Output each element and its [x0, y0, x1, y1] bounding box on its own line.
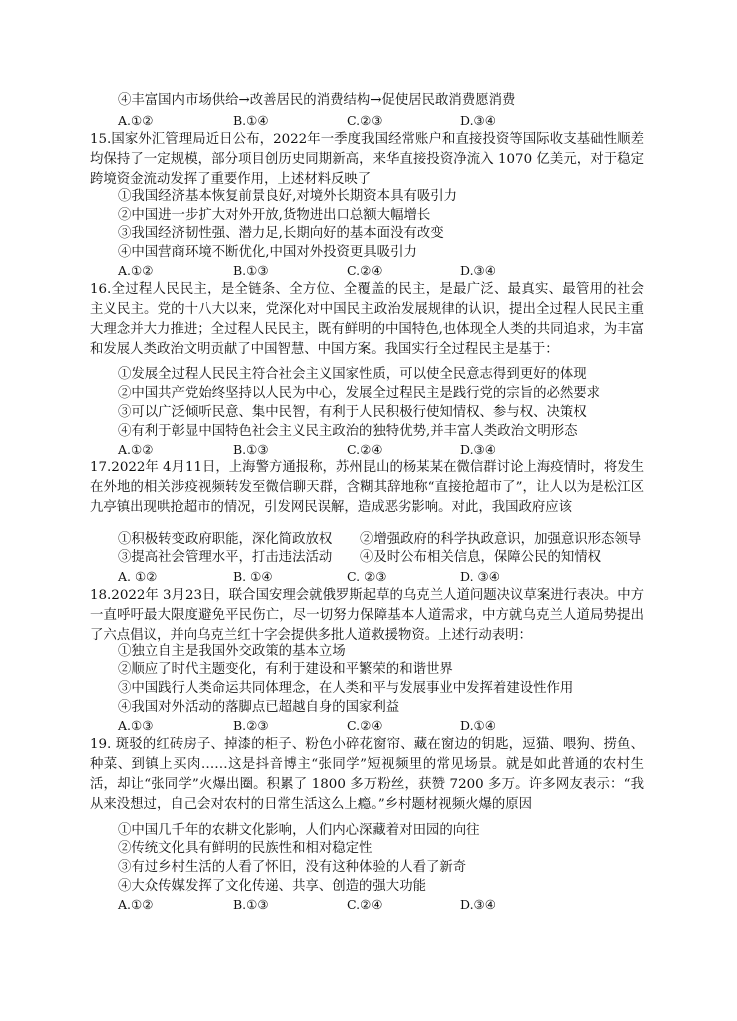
q17-item-4: ④及时公布相关信息，保障公民的知情权 — [360, 550, 602, 565]
option-c: C.②③ — [347, 113, 383, 128]
q19-item-1: ①中国几千年的农耕文化影响，人们内心深藏着对田园的向往 — [118, 823, 480, 838]
q19-item-3: ③有过乡村生活的人看了怀旧，没有这种体验的人看了新奇 — [118, 860, 467, 875]
q16-item-2: ②中国共产党始终坚持以人民为中心，发展全过程民主是践行党的宗旨的必然要求 — [118, 386, 601, 401]
q15-item-4: ④中国营商环境不断优化,中国对外投资更具吸引力 — [118, 245, 417, 260]
q16-item-1: ①发展全过程人民民主符合社会主义国家性质，可以使全民意志得到更好的体现 — [118, 367, 587, 382]
option-d: D.③④ — [460, 897, 496, 912]
q18-item-2: ②顺应了时代主题变化，有利于建设和平繁荣的和谐世界 — [118, 662, 453, 677]
option-c: C.②④ — [347, 718, 383, 733]
q15-item-1: ①我国经济基本恢复前景良好,对境外长期资本具有吸引力 — [118, 189, 458, 204]
option-c: C.②④ — [347, 263, 383, 278]
option-a: A.①② — [118, 263, 154, 278]
q18-stem: 18.2022年 3月23日，联合国安理会就俄罗斯起草的乌克兰人道问题决议草案进行表决。中方一直呼吁最大限度避免平民伤亡，尽一切努力保障基本人道需求，中方就乌克兰人道局势提出了六点倡议，并向乌克兰红十字会提供多批人道救援物资。上述行动表明： — [90, 588, 644, 643]
q19-stem: 19. 斑驳的红砖房子、掉漆的柜子、粉色小碎花窗帘、藏在窗边的钥匙，逗猫、喂狗、捞鱼、种菜、到镇上买肉……这是抖音博主“张同学”短视频里的常见场景。就是如此普通的农村生活，却让“张同学”火爆出圈。积累了 1800 多万粉丝，获赞 7200 多万。许多网友表示：“我从来没想过，自己会对农村的日常生活这么上瘾。”乡村题材视频火爆的原因 — [90, 737, 644, 812]
q18-item-3: ③中国践行人类命运共同体理念，在人类和平与发展事业中发挥着建设性作用 — [118, 681, 574, 696]
option-c: C.②④ — [347, 442, 383, 457]
option-a: A. ①② — [118, 569, 158, 584]
q16-stem: 16.全过程人民民主，是全链条、全方位、全覆盖的民主，是最广泛、最真实、最管用的社会主义民主。党的十八大以来，党深化对中国民主政治发展规律的认识，提出全过程人民民主重大理念并大力推进；全过程人民民主，既有鲜明的中国特色,也体现全人类的共同追求，为丰富和发展人类政治文明贡献了中国智慧、中国方案。我国实行全过程民主是基于： — [90, 282, 644, 357]
option-b: B.①③ — [233, 897, 269, 912]
option-b: B.①④ — [233, 113, 269, 128]
option-c: C.②④ — [347, 897, 383, 912]
q15-stem: 15.国家外汇管理局近日公布，2022年一季度我国经常账户和直接投资等国际收支基础性顺差均保持了一定规模，部分项目创历史同期新高，来华直接投资净流入 1070 亿美元，对于稳定跨境资金流动发挥了重要作用，上述材料反映了 — [90, 132, 644, 187]
option-d: D.③④ — [460, 442, 496, 457]
q15-item-3: ③我国经济韧性强、潜力足,长期向好的基本面没有改变 — [118, 226, 444, 241]
option-a: A.①③ — [118, 718, 154, 733]
q18-item-1: ①独立自主是我国外交政策的基本立场 — [118, 644, 346, 659]
q17-item-3: ③提高社会管理水平，打击违法活动 — [118, 550, 333, 565]
q18-options — [118, 718, 538, 736]
options-prev — [118, 113, 538, 131]
option-a: A.①② — [118, 897, 154, 912]
option-a: A.①② — [118, 113, 154, 128]
q16-item-3: ③可以广泛倾听民意、集中民智，有利于人民积极行使知情权、参与权、决策权 — [118, 405, 587, 420]
option-b: B.①③ — [233, 263, 269, 278]
option-a: A.①② — [118, 442, 154, 457]
q18-item-4: ④我国对外活动的落脚点已超越自身的国家利益 — [118, 700, 400, 715]
option-d: D.①④ — [460, 718, 496, 733]
option-c: C. ②③ — [347, 569, 387, 584]
option-b: B. ①④ — [233, 569, 273, 584]
q17-item-2: ②增强政府的科学执政意识，加强意识形态领导 — [360, 532, 642, 547]
option-d: D.③④ — [460, 113, 496, 128]
q19-item-2: ②传统文化具有鲜明的民族性和相对稳定性 — [118, 841, 373, 856]
q17-options — [118, 569, 538, 587]
option-b: B.①③ — [233, 442, 269, 457]
q16-item-4: ④有利于彰显中国特色社会主义民主政治的独特优势,并丰富人类政治文明形态 — [118, 424, 578, 439]
option-d: D.③④ — [460, 263, 496, 278]
item-prev-4: ④丰富国内市场供给→改善居民的消费结构→促使居民敢消费愿消费 — [118, 93, 516, 108]
q19-item-4: ④大众传媒发挥了文化传递、共享、创造的强大功能 — [118, 879, 426, 894]
q19-options — [118, 897, 538, 915]
q17-stem: 17.2022年 4月11日，上海警方通报称，苏州昆山的杨某某在微信群讨论上海疫情时，将发生在外地的相关涉疫视频转发至微信聊天群，含糊其辞地称“直接抢超市了”，让人以为是松江区九亭镇出现哄抢超市的情况，引发网民误解，造成恶劣影响。对此，我国政府应该 — [90, 460, 644, 515]
q15-options — [118, 263, 538, 281]
q15-item-2: ②中国进一步扩大对外开放,货物进出口总额大幅增长 — [118, 208, 431, 223]
option-d: D. ③④ — [460, 569, 500, 584]
option-b: B.②③ — [233, 718, 269, 733]
q17-item-1: ①积极转变政府职能，深化简政放权 — [118, 532, 333, 547]
